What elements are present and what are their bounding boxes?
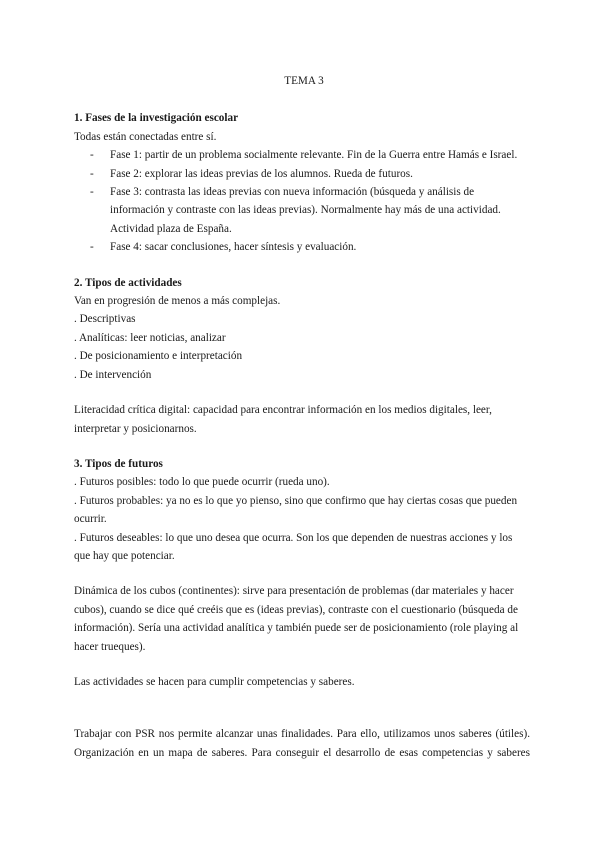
spacer	[74, 438, 530, 455]
section-2-intro: Van en progresión de menos a más complejas.	[74, 295, 281, 308]
section-1-intro: Todas están conectadas entre sí.	[74, 130, 217, 143]
page-title: TEMA 3	[284, 75, 324, 87]
document-content	[74, 72, 530, 762]
phase-item: - Fase 2: explorar las ideas previas de los alumnos. Rueda de futuros.	[90, 165, 530, 183]
section-3-heading: 3. Tipos de futuros	[74, 457, 163, 470]
activity-type-item: . De posicionamiento e interpretación	[74, 350, 243, 363]
futures-item: . Futuros probables: ya no es lo que yo pienso, sino que confirmo que hay ciertas cosas que pueden ocurrir.	[74, 494, 518, 526]
section-2-heading: 2. Tipos de actividades	[74, 276, 182, 289]
psr-paragraph-line: Trabajar con PSR nos permite alcanzar unas finalidades. Para ello, utilizamos unos saberes (útiles).	[74, 728, 530, 741]
spacer	[74, 565, 530, 582]
activity-type-item: . De intervención	[74, 368, 152, 381]
competences-paragraph: Las actividades se hacen para cumplir competencias y saberes.	[74, 675, 355, 688]
phases-list	[74, 146, 530, 256]
spacer	[74, 384, 530, 401]
digital-literacy-paragraph: Literacidad crítica digital: capacidad para encontrar información en los medios digitales, leer, interpretar y posicionarnos.	[74, 404, 492, 435]
psr-paragraph-line: Organización en un mapa de saberes. Para conseguir el desarrollo de esas competencias y saberes	[74, 746, 530, 759]
futures-item: . Futuros deseables: lo que uno desea que ocurra. Son los que dependen de nuestras acciones y los que hay que potenciar.	[74, 531, 513, 562]
spacer	[74, 257, 530, 274]
futures-item: . Futuros posibles: todo lo que puede ocurrir (rueda uno).	[74, 476, 330, 489]
spacer	[74, 656, 530, 673]
phase-item: - Fase 3: contrasta las ideas previas con nueva información (búsqueda y análisis de información y contraste con las ideas previas). Normalmente hay más de una actividad. Actividad plaza de España.	[90, 183, 530, 238]
activity-type-item: . Analíticas: leer noticias, analizar	[74, 331, 226, 344]
phase-item: - Fase 1: partir de un problema socialmente relevante. Fin de la Guerra entre Hamás e Israel.	[90, 146, 530, 164]
phase-item: - Fase 4: sacar conclusiones, hacer síntesis y evaluación.	[90, 238, 530, 256]
spacer	[74, 691, 530, 725]
cubes-dynamics-paragraph: Dinámica de los cubos (continentes): sirve para presentación de problemas (dar materiales y hacer cubos), cuando se dice qué creéis que es (ideas previas), contraste con el cuestionario (búsqueda de información). Sería una actividad analítica y también puede ser de posicionamiento (role playing al hacer trueques).	[74, 585, 519, 653]
section-1-heading: 1. Fases de la investigación escolar	[74, 112, 239, 125]
activity-type-item: . Descriptivas	[74, 313, 136, 326]
